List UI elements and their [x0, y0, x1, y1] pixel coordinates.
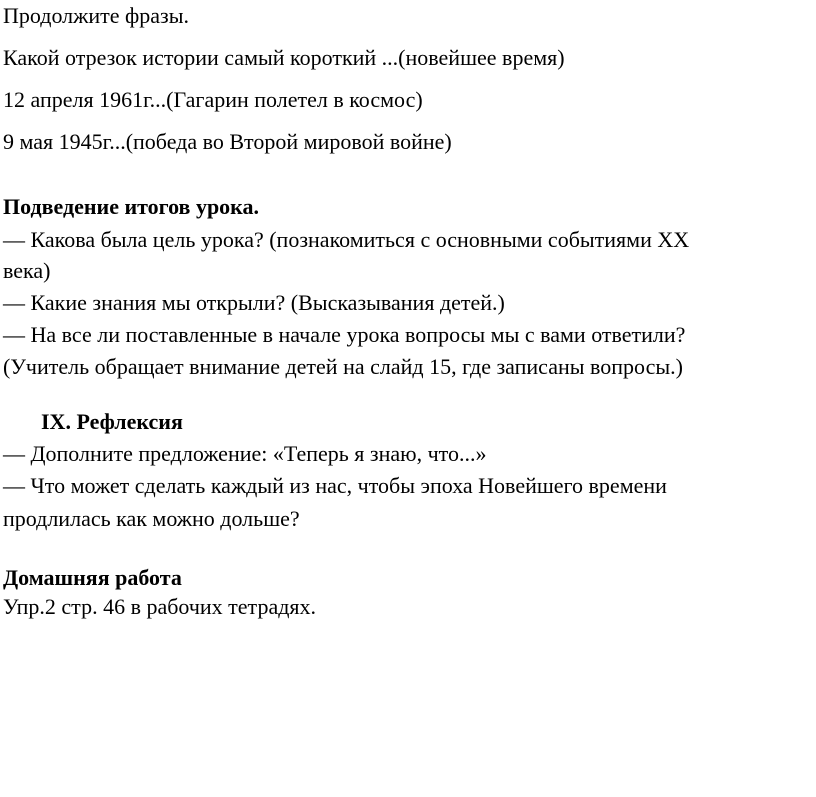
- reflection-heading: IX. Рефлексия: [41, 409, 183, 434]
- homework-heading: Домашняя работа: [3, 565, 182, 590]
- reflection-line: — Что может сделать каждый из нас, чтобы эпоха Новейшего времени: [3, 473, 667, 498]
- homework-text: Упр.2 стр. 46 в рабочих тетрадях.: [3, 594, 317, 619]
- intro-heading: Продолжите фразы.: [3, 3, 189, 28]
- phrase-line: Какой отрезок истории самый короткий ...(новейшее время): [3, 45, 565, 70]
- summary-line: века): [3, 258, 51, 283]
- summary-heading: Подведение итогов урока.: [3, 194, 260, 219]
- phrase-line: 12 апреля 1961г...(Гагарин полетел в космос): [3, 87, 423, 112]
- phrase-line: 9 мая 1945г...(победа во Второй мировой войне): [3, 129, 452, 154]
- reflection-line: продлилась как можно дольше?: [3, 506, 300, 531]
- summary-line: — Какова была цель урока? (познакомиться с основными событиями XX: [3, 227, 690, 252]
- summary-line: — Какие знания мы открыли? (Высказывания детей.): [3, 290, 505, 315]
- reflection-line: — Дополните предложение: «Теперь я знаю, что...»: [3, 441, 487, 466]
- summary-line: (Учитель обращает внимание детей на слайд 15, где записаны вопросы.): [3, 354, 683, 379]
- summary-line: — На все ли поставленные в начале урока вопросы мы с вами ответили?: [3, 322, 686, 347]
